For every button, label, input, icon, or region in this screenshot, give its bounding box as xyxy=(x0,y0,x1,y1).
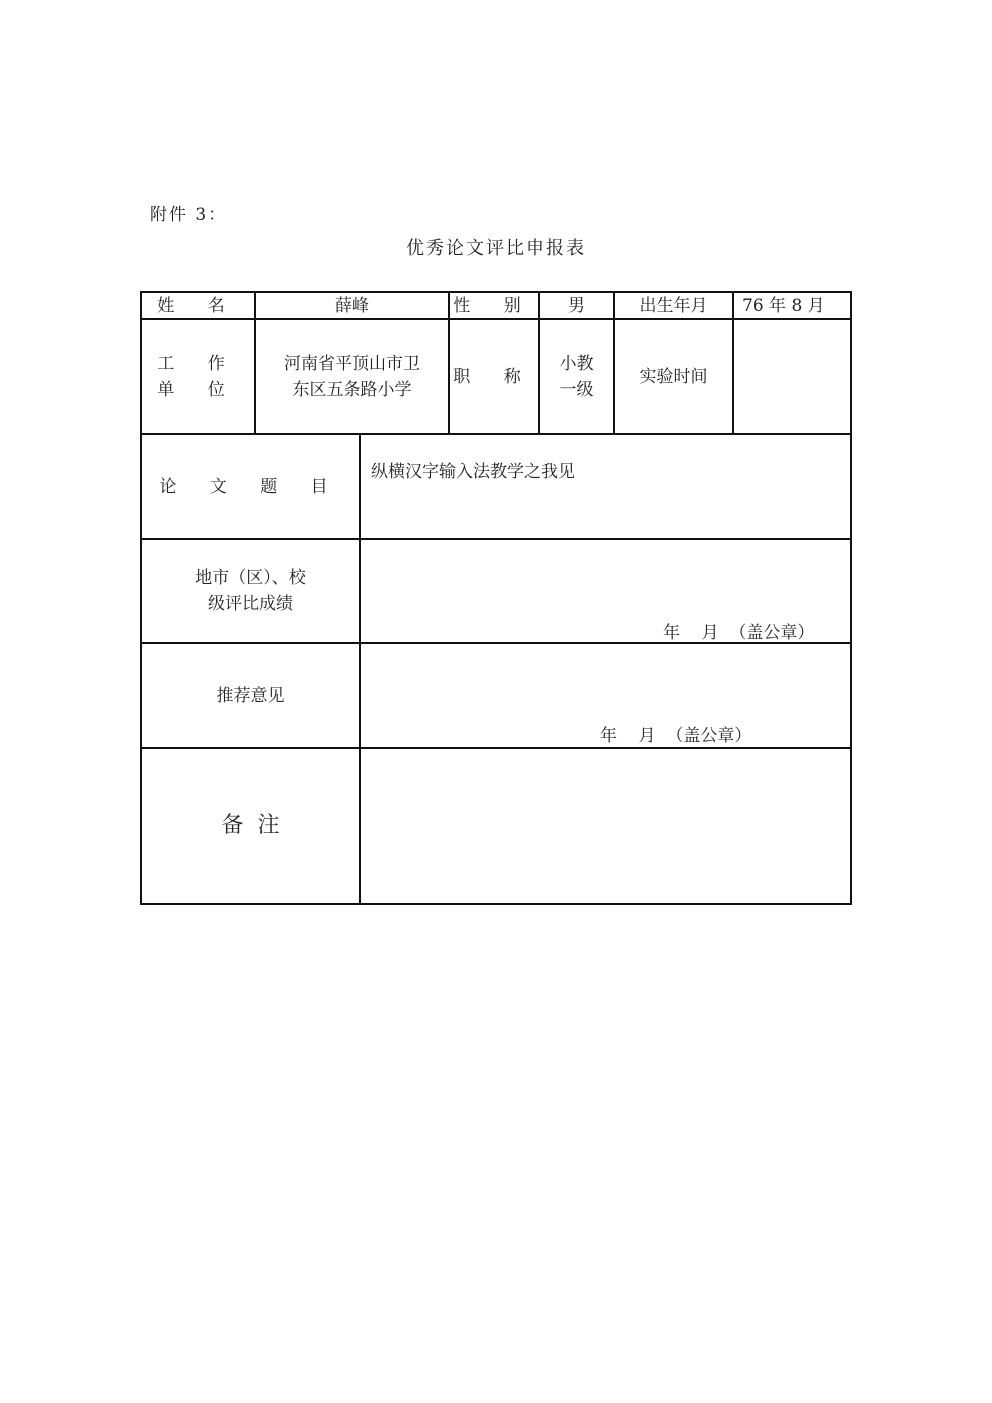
attachment-label: 附件 3： xyxy=(150,205,228,225)
work-unit-label: 工 作 单 位 xyxy=(157,353,239,400)
birth-label: 出生年月 xyxy=(639,295,708,316)
table-border-right xyxy=(850,291,852,905)
recommendation-label: 推荐意见 xyxy=(216,685,285,706)
experiment-time-value xyxy=(734,320,850,433)
official-seal-date: 年 月 （盖公章） xyxy=(600,726,752,746)
table-border-bottom xyxy=(140,903,852,905)
evaluation-score-label: 地市（区）、校 级评比成绩 xyxy=(195,568,306,614)
birth-value: 76 年 8 月 xyxy=(742,295,825,316)
gender-value: 男 xyxy=(568,295,585,316)
name-value: 薛峰 xyxy=(335,295,369,316)
official-seal-date: 年 月 （盖公章） xyxy=(663,623,815,643)
work-unit-value: 河南省平顶山市卫 东区五条路小学 xyxy=(284,353,420,400)
job-title-value: 小教 一级 xyxy=(559,353,594,400)
name-label: 姓 名 xyxy=(157,295,239,316)
experiment-time-label: 实验时间 xyxy=(639,366,708,387)
form-title: 优秀论文评比申报表 xyxy=(406,238,586,259)
job-title-label: 职 称 xyxy=(453,366,535,387)
paper-title-value: 纵横汉字输入法教学之我见 xyxy=(371,462,575,482)
paper-title-label: 论 文 题 目 xyxy=(159,476,342,497)
remarks-value xyxy=(361,749,850,903)
gender-label: 性 别 xyxy=(453,295,535,316)
remarks-label: 备 注 xyxy=(221,813,280,838)
